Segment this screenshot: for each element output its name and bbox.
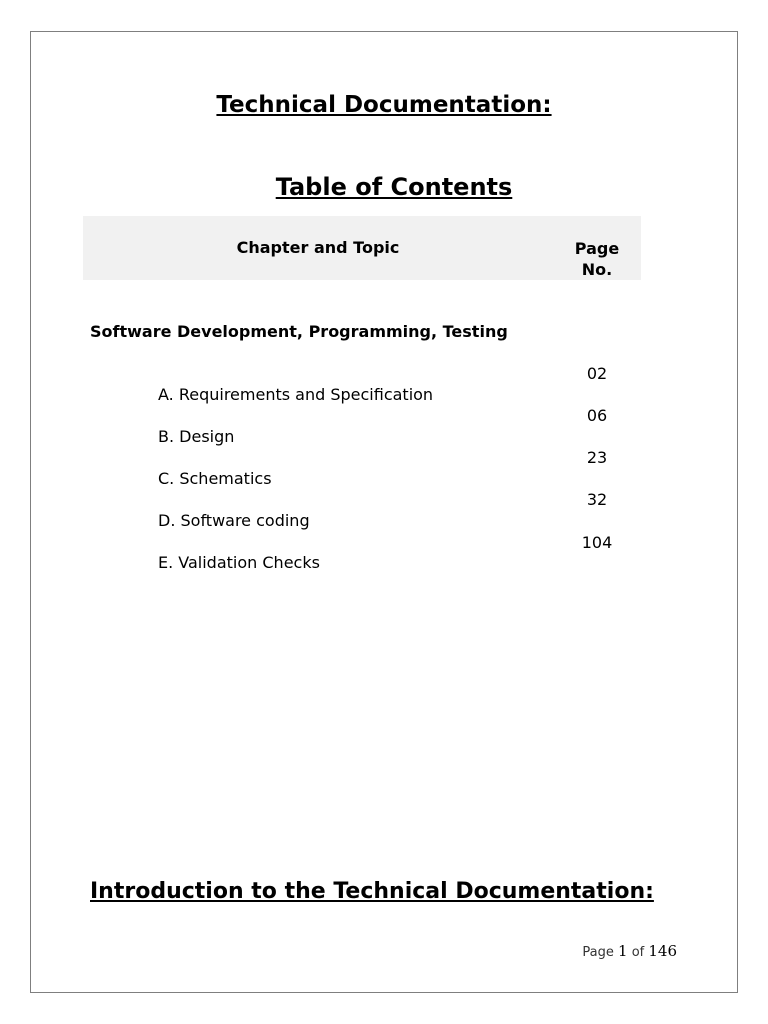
toc-page-number: 104 <box>581 533 613 552</box>
toc-topic-item: C. Schematics <box>158 469 272 488</box>
document-title: Technical Documentation: <box>216 92 552 118</box>
toc-page-number: 23 <box>586 448 608 467</box>
footer-of-label: of <box>631 945 645 960</box>
toc-header-topic: Chapter and Topic <box>236 238 400 257</box>
footer-total-pages: 146 <box>648 942 677 960</box>
footer-page-prefix: Page <box>582 945 614 960</box>
footer-current-page: 1 <box>618 942 628 960</box>
toc-topic-item: A. Requirements and Specification <box>158 385 434 404</box>
intro-heading: Introduction to the Technical Documentation: <box>90 879 654 904</box>
toc-page-number: 06 <box>586 406 608 425</box>
toc-header-row <box>83 216 641 280</box>
toc-topic-item: D. Software coding <box>158 511 310 530</box>
toc-topic-item: B. Design <box>158 427 235 446</box>
toc-chapter-title: Software Development, Programming, Testing <box>90 322 508 341</box>
toc-topic-item: E. Validation Checks <box>158 553 320 572</box>
toc-title: Table of Contents <box>275 173 513 201</box>
page-footer <box>582 942 677 960</box>
toc-page-number: 32 <box>586 490 608 509</box>
toc-page-number: 02 <box>586 364 608 383</box>
toc-header-page: Page No. <box>574 239 620 279</box>
